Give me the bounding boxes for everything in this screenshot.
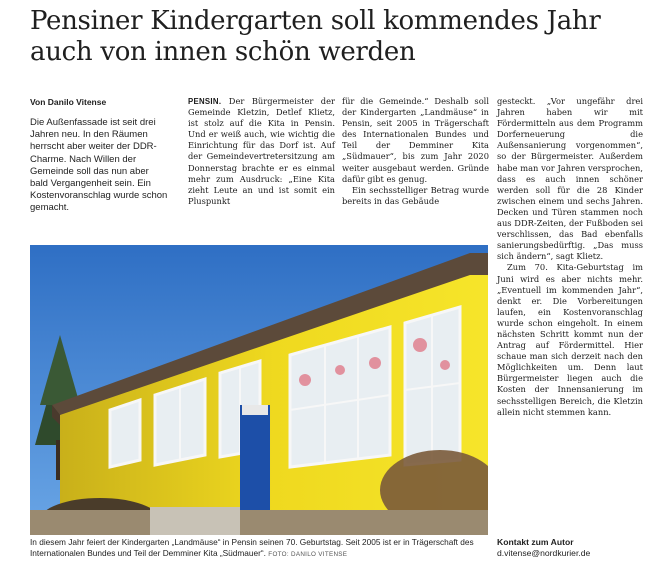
photo-credit: FOTO: DANILO VITENSE <box>268 551 348 558</box>
body-paragraph: für die Gemeinde.“ Deshalb soll der Kindergarten „Landmäuse“ in Pensin, seit 2005 in Trägerschaft des Internationalen Bundes und Teil der Demminer Kita „Südmauer“, bis zum Jahr 2020 weiter ausgebaut werden. Gründe dafür gibt es genug. <box>342 96 489 184</box>
body-text: Der Bürgermeister der Gemeinde Kletzin, Detlef Klietz, ist stolz auf die Kita in Pensin. Und er weiß auch, wie wichtig die Einrichtung für das Dorf ist. Auf der Gemeindevertretersitzung am Donnerstag brachte er es einmal mehr zum Ausdruck: „Eine Kita zieht Leute an und ist somit ein Pluspunkt <box>188 96 335 206</box>
dateline: PENSIN. <box>188 97 222 106</box>
author-email-link[interactable]: d.vitense@nordkurier.de <box>497 548 591 558</box>
body-paragraph <box>188 96 335 207</box>
kindergarten-building-illustration <box>30 245 488 535</box>
body-column-3 <box>497 96 643 418</box>
body-column-2 <box>342 96 489 207</box>
article-teaser: Die Außenfassade ist seit drei Jahren neu. In den Räumen herrscht aber weiter der DDR-Charme. Nach Willen der Gemeinde soll das nun aber bald Vergangenheit sein. Ein Kostenvoranschlag wurde schon gemacht. <box>30 117 168 214</box>
body-paragraph: Zum 70. Kita-Geburtstag im Juni wird es aber nichts mehr. „Eventuell im kommenden Jahr“, denkt er. Die Vorbereitungen laufen, ein Kostenvoranschlag wurde schon eingeholt. In einem nächsten Schritt kommt nun der Antrag auf Fördermittel. Hier schaue man sich derzeit nach den Möglichkeiten um. Denn laut Bürgermeister liegen auch die Kosten der Innensanierung im sechsstelligen Bereich, die Kletzin allein nicht stemmen kann. <box>497 262 643 417</box>
body-column-1 <box>188 96 335 207</box>
article-headline: Pensiner Kindergarten soll kommendes Jahr auch von innen schön werden <box>30 6 601 67</box>
author-contact <box>497 537 590 559</box>
kindergarten-photo <box>30 245 488 535</box>
caption-text: In diesem Jahr feiert der Kindergarten „Landmäuse“ in Pensin seinen 70. Geburtstag. Seit 2005 ist er in Trägerschaft des Internationalen Bundes und Teil der Demminer Kita „Südmauer“. <box>30 537 474 558</box>
body-paragraph: gesteckt. „Vor ungefähr drei Jahren haben wir mit Fördermitteln aus dem Programm Dorferneuerung die Außensanierung vorgenommen“, so der Bürgermeister. Außerdem habe man vor Jahren versprochen, dass es auch innen schöner werden soll für die 28 Kinder zwischen einem und sechs Jahren. Decken und Türen stammen noch aus DDR-Zeiten, der Fußboden sei verschlissen, das Bad ebenfalls sanierungsbedürftig. „Das muss sich ändern“, sagt Klietz. <box>497 96 643 262</box>
photo-caption <box>30 537 490 560</box>
author-byline: Von Danilo Vitense <box>30 97 107 107</box>
body-paragraph: Ein sechsstelliger Betrag wurde bereits in das Gebäude <box>342 184 489 206</box>
contact-title: Kontakt zum Autor <box>497 537 574 547</box>
